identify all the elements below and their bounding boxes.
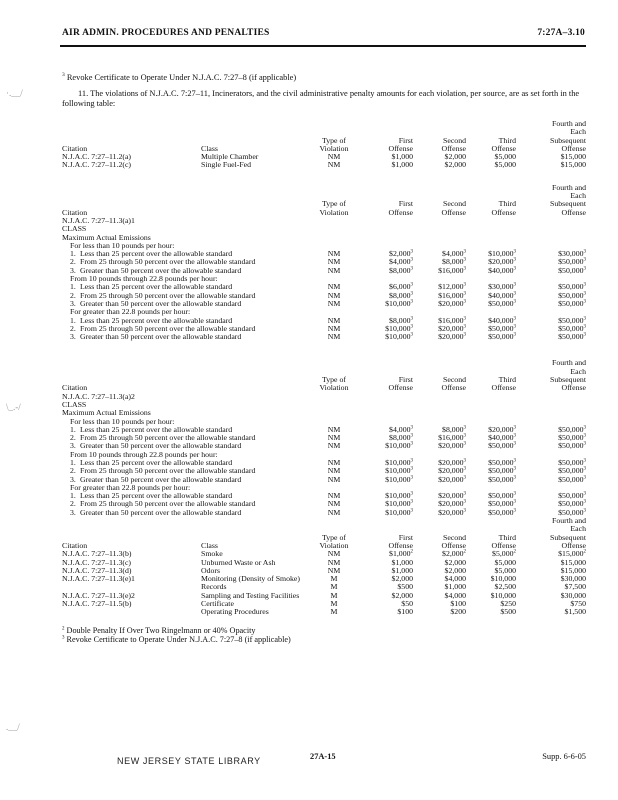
column-header-third: Third xyxy=(498,532,516,542)
violation-type: NM xyxy=(327,332,341,342)
penalty-table xyxy=(62,120,586,646)
item-description: From 25 through 50 percent over the allowable standard xyxy=(80,466,256,476)
column-header-first: Offense xyxy=(388,540,413,550)
citation-cell: N.J.A.C. 7:27–11.3(d) xyxy=(62,565,132,575)
item-description: From 25 through 50 percent over the allowable standard xyxy=(80,433,256,443)
item-number: 3. xyxy=(70,332,76,342)
class-label: CLASS xyxy=(62,224,87,234)
emission-range-label: For greater than 22.8 pounds per hour: xyxy=(70,482,191,492)
second-offense-amount: $12,000$^3$ xyxy=(438,282,466,292)
third-offense-amount: $2,500 xyxy=(494,582,516,592)
violation-type: NM xyxy=(327,565,341,575)
violation-type: M xyxy=(330,582,338,592)
column-header-citation: Citation xyxy=(62,383,88,393)
fourth-offense-amount: $50,000$^3$ xyxy=(558,315,586,325)
fourth-offense-amount: $7,500 xyxy=(564,582,586,592)
item-description: Greater than 50 percent over the allowable standard xyxy=(80,441,242,451)
first-offense-amount: $10,000$^3$ xyxy=(385,298,413,308)
third-offense-amount: $40,000$^3$ xyxy=(488,433,516,443)
column-header-fourth: Fourth and xyxy=(551,182,586,192)
item-number: 1. xyxy=(70,249,76,259)
column-header-fourth: Subsequent xyxy=(550,135,586,145)
violation-type: NM xyxy=(327,282,341,292)
class-cell: Single Fuel-Fed xyxy=(201,160,252,170)
scan-speck: .__/ xyxy=(6,722,20,732)
page-number: 27A-15 xyxy=(310,752,336,761)
class-cell: Certificate xyxy=(201,599,234,609)
column-header-second: Offense xyxy=(441,540,466,550)
column-header-class: Class xyxy=(201,143,218,153)
third-offense-amount: $50,000$^3$ xyxy=(488,474,516,484)
first-offense-amount: $10,000$^3$ xyxy=(385,332,413,342)
first-offense-amount: $6,000$^3$ xyxy=(389,282,413,292)
table-row xyxy=(62,608,586,616)
fourth-offense-amount: $50,000$^3$ xyxy=(558,441,586,451)
item-number: 1. xyxy=(70,457,76,467)
second-offense-amount: $4,000 xyxy=(444,590,466,600)
fourth-offense-amount: $50,000$^3$ xyxy=(558,474,586,484)
item-description: From 25 through 50 percent over the allowable standard xyxy=(80,290,256,300)
footnote-mark: 2 xyxy=(62,625,65,631)
third-offense-amount: $50,000$^3$ xyxy=(488,298,516,308)
column-header-fourth: Each xyxy=(570,524,586,534)
violation-type: NM xyxy=(327,549,341,559)
violation-type: NM xyxy=(327,433,341,443)
first-offense-amount: $1,000$^2$ xyxy=(389,549,413,559)
emission-range-label: For greater than 22.8 pounds per hour: xyxy=(70,307,191,317)
second-offense-amount: $20,000$^3$ xyxy=(438,298,466,308)
column-header-row xyxy=(62,120,586,128)
fourth-offense-amount: $50,000$^3$ xyxy=(558,265,586,275)
second-offense-amount: $20,000$^3$ xyxy=(438,491,466,501)
third-offense-amount: $10,000$^3$ xyxy=(488,249,516,259)
third-offense-amount: $5,000 xyxy=(494,152,516,162)
third-offense-amount: $40,000$^3$ xyxy=(488,265,516,275)
first-offense-amount: $4,000$^3$ xyxy=(389,257,413,267)
column-header-row xyxy=(62,184,586,192)
column-header-second: Second xyxy=(443,375,466,385)
third-offense-amount: $50,000$^3$ xyxy=(488,323,516,333)
max-emissions-label: Maximum Actual Emissions xyxy=(62,232,151,242)
second-offense-amount: $2,000 xyxy=(444,557,466,567)
second-offense-amount: $20,000$^3$ xyxy=(438,332,466,342)
violation-type: NM xyxy=(327,323,341,333)
citation-cell: N.J.A.C. 7:27–11.3(a)1 xyxy=(62,215,135,225)
column-header-fourth: Offense xyxy=(561,143,586,153)
column-header-fourth: Subsequent xyxy=(550,199,586,209)
item-description: Less than 25 percent over the allowable standard xyxy=(80,424,233,434)
footnote-mark: 3 xyxy=(62,635,65,641)
first-offense-amount: $1,000 xyxy=(391,160,413,170)
citation-cell: N.J.A.C. 7:27–11.3(c) xyxy=(62,557,132,567)
fourth-offense-amount: $30,000 xyxy=(560,590,586,600)
fourth-offense-amount: $15,000 xyxy=(560,152,586,162)
violation-type: M xyxy=(330,574,338,584)
fourth-offense-amount: $50,000$^3$ xyxy=(558,433,586,443)
violation-type: NM xyxy=(327,441,341,451)
second-offense-amount: $4,000 xyxy=(444,574,466,584)
citation-cell: N.J.A.C. 7:27–11.2(a) xyxy=(62,152,132,162)
third-offense-amount: $30,000$^3$ xyxy=(488,282,516,292)
column-header-fourth: Subsequent xyxy=(550,375,586,385)
column-header-citation: Citation xyxy=(62,540,88,550)
fourth-offense-amount: $50,000$^3$ xyxy=(558,257,586,267)
first-offense-amount: $10,000$^3$ xyxy=(385,323,413,333)
column-header-third: Offense xyxy=(491,383,516,393)
third-offense-amount: $50,000$^3$ xyxy=(488,332,516,342)
class-cell: Odors xyxy=(201,565,221,575)
column-header-class: Class xyxy=(201,540,218,550)
item-description: From 25 through 50 percent over the allowable standard xyxy=(80,257,256,267)
header-rule xyxy=(60,45,586,47)
second-offense-amount: $2,000 xyxy=(444,565,466,575)
column-header-second: Second xyxy=(443,532,466,542)
column-header-type: Violation xyxy=(319,143,349,153)
fourth-offense-amount: $50,000$^3$ xyxy=(558,507,586,517)
violation-type: NM xyxy=(327,457,341,467)
fourth-offense-amount: $750 xyxy=(570,599,586,609)
first-offense-amount: $10,000$^3$ xyxy=(385,474,413,484)
column-header-third: Offense xyxy=(491,207,516,217)
column-header-row xyxy=(62,517,586,525)
fourth-offense-amount: $15,000 xyxy=(560,160,586,170)
column-header-third: Offense xyxy=(491,540,516,550)
column-header-third: Third xyxy=(498,135,516,145)
violation-type: M xyxy=(330,607,338,617)
violation-type: NM xyxy=(327,424,341,434)
fourth-offense-amount: $15,000 xyxy=(560,565,586,575)
table-row xyxy=(62,161,586,169)
violation-type: NM xyxy=(327,160,341,170)
item-number: 3. xyxy=(70,441,76,451)
top-footnote-text: Revoke Certificate to Operate Under N.J.A.C. 7:27–8 (if applicable) xyxy=(66,72,297,82)
second-offense-amount: $8,000$^3$ xyxy=(442,257,466,267)
violation-type: NM xyxy=(327,265,341,275)
column-header-type: Violation xyxy=(319,383,349,393)
column-header-type: Violation xyxy=(319,540,349,550)
third-offense-amount: $5,000$^2$ xyxy=(492,549,516,559)
third-offense-amount: $20,000$^3$ xyxy=(488,424,516,434)
item-number: 1. xyxy=(70,491,76,501)
column-header-fourth: Offense xyxy=(561,207,586,217)
first-offense-amount: $2,000$^3$ xyxy=(389,249,413,259)
item-number: 1. xyxy=(70,424,76,434)
column-header-first: First xyxy=(398,199,413,209)
column-header-fourth: Fourth and xyxy=(551,516,586,526)
emission-range-label: From 10 pounds through 22.8 pounds per hour: xyxy=(70,449,218,459)
fourth-offense-amount: $50,000$^3$ xyxy=(558,457,586,467)
second-offense-amount: $2,000 xyxy=(444,160,466,170)
footnote: $^3$ Revoke Certificate to Operate Under N.J.A.C. 7:27–8 (if applicable) xyxy=(62,635,291,645)
header-section-number: 7:27A–3.10 xyxy=(537,28,585,38)
emission-range-label: For less than 10 pounds per hour: xyxy=(70,240,175,250)
second-offense-amount: $100 xyxy=(450,599,466,609)
column-header-first: Offense xyxy=(388,207,413,217)
column-header-fourth: Offense xyxy=(561,383,586,393)
third-offense-amount: $5,000 xyxy=(494,160,516,170)
first-offense-amount: $2,000 xyxy=(391,590,413,600)
item-description: Less than 25 percent over the allowable standard xyxy=(80,457,233,467)
third-offense-amount: $10,000 xyxy=(490,590,516,600)
first-offense-amount: $10,000$^3$ xyxy=(385,466,413,476)
emission-range-label: From 10 pounds through 22.8 pounds per hour: xyxy=(70,274,218,284)
item-description: Greater than 50 percent over the allowable standard xyxy=(80,507,242,517)
header-title: AIR ADMIN. PROCEDURES AND PENALTIES xyxy=(62,28,270,38)
column-header-row xyxy=(62,209,586,217)
third-offense-amount: $50,000$^3$ xyxy=(488,441,516,451)
max-emissions-label: Maximum Actual Emissions xyxy=(62,408,151,418)
table-spacer xyxy=(62,341,586,359)
third-offense-amount: $10,000 xyxy=(490,574,516,584)
third-offense-amount: $40,000$^3$ xyxy=(488,290,516,300)
column-header-third: Third xyxy=(498,199,516,209)
first-offense-amount: $10,000$^3$ xyxy=(385,457,413,467)
class-cell: Multiple Chamber xyxy=(201,152,259,162)
violation-type: NM xyxy=(327,290,341,300)
class-label: CLASS xyxy=(62,399,87,409)
first-offense-amount: $10,000$^3$ xyxy=(385,441,413,451)
footnote: $^2$ Double Penalty If Over Two Ringelmann or 40% Opacity xyxy=(62,625,256,635)
column-header-second: Second xyxy=(443,135,466,145)
item-description: Greater than 50 percent over the allowable standard xyxy=(80,298,242,308)
item-description: Greater than 50 percent over the allowable standard xyxy=(80,474,242,484)
class-cell: Monitoring (Density of Smoke) xyxy=(201,574,300,584)
second-offense-amount: $4,000$^3$ xyxy=(442,249,466,259)
first-offense-amount: $50 xyxy=(401,599,413,609)
fourth-offense-amount: $50,000$^3$ xyxy=(558,290,586,300)
citation-cell: N.J.A.C. 7:27–11.2(c) xyxy=(62,160,132,170)
first-offense-amount: $1,000 xyxy=(391,565,413,575)
fourth-offense-amount: $30,000 xyxy=(560,574,586,584)
running-header xyxy=(62,28,585,42)
first-offense-amount: $100 xyxy=(397,607,413,617)
third-offense-amount: $40,000$^3$ xyxy=(488,315,516,325)
item-number: 2. xyxy=(70,290,76,300)
column-header-type: Type of xyxy=(322,199,346,209)
class-cell: Sampling and Testing Facilities xyxy=(201,590,300,600)
column-header-first: Offense xyxy=(388,383,413,393)
item-number: 3. xyxy=(70,474,76,484)
column-header-fourth: Fourth and xyxy=(551,358,586,368)
first-offense-amount: $4,000$^3$ xyxy=(389,424,413,434)
violation-type: NM xyxy=(327,257,341,267)
column-header-fourth: Subsequent xyxy=(550,532,586,542)
first-offense-amount: $8,000$^3$ xyxy=(389,315,413,325)
violation-type: NM xyxy=(327,315,341,325)
violation-type: NM xyxy=(327,249,341,259)
item-number: 1. xyxy=(70,282,76,292)
second-offense-amount: $20,000$^3$ xyxy=(438,457,466,467)
emission-range-label: For less than 10 pounds per hour: xyxy=(70,416,175,426)
class-cell: Unburned Waste or Ash xyxy=(201,557,276,567)
column-header-citation: Citation xyxy=(62,207,88,217)
column-header-type: Type of xyxy=(322,532,346,542)
item-number: 3. xyxy=(70,507,76,517)
second-offense-amount: $20,000$^3$ xyxy=(438,499,466,509)
violation-type: NM xyxy=(327,298,341,308)
third-offense-amount: $5,000 xyxy=(494,565,516,575)
item-number: 3. xyxy=(70,265,76,275)
first-offense-amount: $1,000 xyxy=(391,557,413,567)
item-number: 2. xyxy=(70,499,76,509)
first-offense-amount: $1,000 xyxy=(391,152,413,162)
column-header-row xyxy=(62,384,586,392)
item-description: From 25 through 50 percent over the allowable standard xyxy=(80,323,256,333)
fourth-offense-amount: $30,000$^3$ xyxy=(558,249,586,259)
item-number: 2. xyxy=(70,433,76,443)
fourth-offense-amount: $15,000 xyxy=(560,557,586,567)
citation-row xyxy=(62,217,586,225)
column-header-second: Second xyxy=(443,199,466,209)
column-header-fourth: Offense xyxy=(561,540,586,550)
column-header-first: First xyxy=(398,375,413,385)
library-stamp: NEW JERSEY STATE LIBRARY xyxy=(117,756,261,766)
column-header-second: Offense xyxy=(441,207,466,217)
citation-cell: N.J.A.C. 7:27–11.5(b) xyxy=(62,599,132,609)
third-offense-amount: $500 xyxy=(500,607,516,617)
fourth-offense-amount: $15,000$^2$ xyxy=(558,549,586,559)
violation-type: M xyxy=(330,599,338,609)
violation-type: NM xyxy=(327,474,341,484)
fourth-offense-amount: $50,000$^3$ xyxy=(558,323,586,333)
column-header-second: Offense xyxy=(441,383,466,393)
first-offense-amount: $8,000$^3$ xyxy=(389,290,413,300)
second-offense-amount: $20,000$^3$ xyxy=(438,507,466,517)
fourth-offense-amount: $50,000$^3$ xyxy=(558,282,586,292)
second-offense-amount: $2,000 xyxy=(444,152,466,162)
column-header-row xyxy=(62,359,586,367)
column-header-third: Offense xyxy=(491,143,516,153)
violation-type: NM xyxy=(327,491,341,501)
item-number: 1. xyxy=(70,315,76,325)
item-description: Greater than 50 percent over the allowable standard xyxy=(80,265,242,275)
fourth-offense-amount: $50,000$^3$ xyxy=(558,298,586,308)
first-offense-amount: $10,000$^3$ xyxy=(385,507,413,517)
item-description: Less than 25 percent over the allowable standard xyxy=(80,491,233,501)
footnote-row xyxy=(62,636,586,646)
scan-speck: \_.-/ xyxy=(6,402,21,412)
column-header-fourth: Each xyxy=(570,191,586,201)
fourth-offense-amount: $50,000$^3$ xyxy=(558,491,586,501)
column-header-third: Third xyxy=(498,375,516,385)
second-offense-amount: $1,000 xyxy=(444,582,466,592)
first-offense-amount: $8,000$^3$ xyxy=(389,433,413,443)
column-header-fourth: Each xyxy=(570,127,586,137)
column-header-type: Type of xyxy=(322,135,346,145)
item-number: 2. xyxy=(70,466,76,476)
fourth-offense-amount: $50,000$^3$ xyxy=(558,424,586,434)
second-offense-amount: $20,000$^3$ xyxy=(438,323,466,333)
second-offense-amount: $20,000$^3$ xyxy=(438,474,466,484)
first-offense-amount: $10,000$^3$ xyxy=(385,491,413,501)
violation-type: NM xyxy=(327,152,341,162)
item-description: Less than 25 percent over the allowable standard xyxy=(80,315,233,325)
third-offense-amount: $50,000$^3$ xyxy=(488,491,516,501)
citation-row xyxy=(62,393,586,401)
citation-cell: N.J.A.C. 7:27–11.3(e)2 xyxy=(62,590,135,600)
item-number: 3. xyxy=(70,298,76,308)
first-offense-amount: $2,000 xyxy=(391,574,413,584)
item-description: From 25 through 50 percent over the allowable standard xyxy=(80,499,256,509)
column-header-second: Offense xyxy=(441,143,466,153)
second-offense-amount: $20,000$^3$ xyxy=(438,441,466,451)
supplement-date: Supp. 6-6-05 xyxy=(542,752,586,761)
second-offense-amount: $16,000$^3$ xyxy=(438,315,466,325)
second-offense-amount: $16,000$^3$ xyxy=(438,433,466,443)
third-offense-amount: $50,000$^3$ xyxy=(488,466,516,476)
first-offense-amount: $8,000$^3$ xyxy=(389,265,413,275)
class-cell: Operating Procedures xyxy=(201,607,269,617)
second-offense-amount: $16,000$^3$ xyxy=(438,265,466,275)
column-header-fourth: Fourth and xyxy=(551,119,586,128)
item-description: Less than 25 percent over the allowable standard xyxy=(80,249,233,259)
column-header-fourth: Each xyxy=(570,366,586,376)
third-offense-amount: $50,000$^3$ xyxy=(488,457,516,467)
violation-type: NM xyxy=(327,557,341,567)
third-offense-amount: $50,000$^3$ xyxy=(488,499,516,509)
first-offense-amount: $500 xyxy=(397,582,413,592)
violation-type: NM xyxy=(327,499,341,509)
column-header-first: First xyxy=(398,532,413,542)
scan-speck: ·.__/ xyxy=(6,88,23,98)
citation-cell: N.J.A.C. 7:27–11.3(b) xyxy=(62,549,132,559)
class-cell: Records xyxy=(201,582,227,592)
second-offense-amount: $20,000$^3$ xyxy=(438,466,466,476)
second-offense-amount: $16,000$^3$ xyxy=(438,290,466,300)
second-offense-amount: $2,000$^2$ xyxy=(442,549,466,559)
second-offense-amount: $200 xyxy=(450,607,466,617)
fourth-offense-amount: $1,500 xyxy=(564,607,586,617)
violation-type: NM xyxy=(327,507,341,517)
violation-type: NM xyxy=(327,466,341,476)
first-offense-amount: $10,000$^3$ xyxy=(385,499,413,509)
table-row xyxy=(62,333,586,341)
fourth-offense-amount: $50,000$^3$ xyxy=(558,499,586,509)
item-number: 2. xyxy=(70,257,76,267)
table-spacer xyxy=(62,170,586,184)
page-footer xyxy=(62,752,586,768)
paragraph-11: 11. The violations of N.J.A.C. 7:27–11, Incinerators, and the civil administrative penalty amounts for each violation, per source, are as set forth in the following table: xyxy=(62,89,580,108)
third-offense-amount: $5,000 xyxy=(494,557,516,567)
column-header-citation: Citation xyxy=(62,143,88,153)
table-row xyxy=(62,509,586,517)
third-offense-amount: $250 xyxy=(500,599,516,609)
column-header-type: Type of xyxy=(322,375,346,385)
citation-cell: N.J.A.C. 7:27–11.3(e)1 xyxy=(62,574,135,584)
second-offense-amount: $8,000$^3$ xyxy=(442,424,466,434)
violation-type: M xyxy=(330,590,338,600)
column-header-first: Offense xyxy=(388,143,413,153)
item-description: Less than 25 percent over the allowable standard xyxy=(80,282,233,292)
column-header-first: First xyxy=(398,135,413,145)
fourth-offense-amount: $50,000$^3$ xyxy=(558,466,586,476)
third-offense-amount: $20,000$^3$ xyxy=(488,257,516,267)
third-offense-amount: $50,000$^3$ xyxy=(488,507,516,517)
item-description: Greater than 50 percent over the allowable standard xyxy=(80,332,242,342)
top-footnote: $^3$ Revoke Certificate to Operate Under N.J.A.C. 7:27–8 (if applicable) xyxy=(62,72,297,82)
class-cell: Smoke xyxy=(201,549,223,559)
column-header-type: Violation xyxy=(319,207,349,217)
item-number: 2. xyxy=(70,323,76,333)
citation-cell: N.J.A.C. 7:27–11.3(a)2 xyxy=(62,391,135,401)
fourth-offense-amount: $50,000$^3$ xyxy=(558,332,586,342)
